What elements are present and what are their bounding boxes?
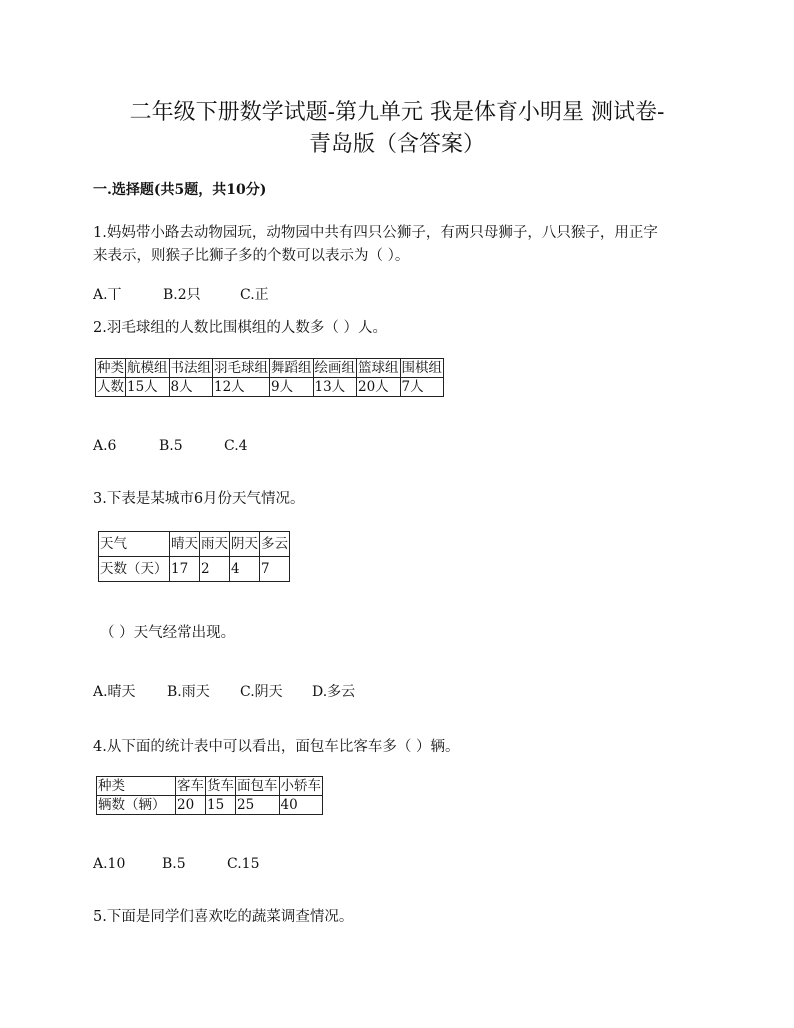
document-title-line1: 二年级下册数学试题-第九单元 我是体育小明星 测试卷- [129, 100, 665, 125]
question-3-text: 3.下表是某城市6月份天气情况。 [93, 491, 305, 507]
table-cell: 40 [279, 796, 323, 815]
table-row [96, 378, 444, 397]
option-d: D.多云 [312, 684, 356, 700]
question-4-table [96, 776, 323, 815]
table-cell: 25 [236, 796, 280, 815]
table-row [96, 359, 444, 378]
option-a: A.丅 [93, 287, 122, 303]
table-cell: 20 [176, 796, 206, 815]
table-cell: 7人 [400, 378, 444, 397]
table-cell: 晴天 [170, 532, 200, 557]
option-c: C.4 [224, 438, 248, 454]
option-b: B.雨天 [167, 684, 210, 700]
table-cell: 羽毛球组 [214, 360, 268, 376]
option-b: B.5 [162, 856, 186, 872]
table-cell: 4 [230, 557, 260, 582]
table-cell: 辆数（辆） [97, 796, 176, 815]
option-c: C.15 [227, 856, 260, 872]
table-cell: 阴天 [230, 532, 260, 557]
question-1-options [93, 284, 269, 304]
question-4-text: 4.从下面的统计表中可以看出，面包车比客车多（ ）辆。 [93, 739, 460, 755]
question-3-prompt: （ ）天气经常出现。 [100, 625, 236, 641]
table-cell: 15人 [126, 378, 170, 397]
question-3-options [93, 681, 355, 701]
table-row [99, 532, 290, 557]
table-cell: 12人 [213, 378, 270, 397]
table-cell: 航模组 [127, 360, 168, 376]
table-cell: 小轿车 [280, 778, 321, 794]
table-cell: 种类 [97, 777, 176, 796]
table-cell: 15 [206, 796, 236, 815]
table-cell: 9人 [270, 378, 314, 397]
option-a: A.晴天 [93, 684, 136, 700]
document-title-line2: 青岛版（含答案） [308, 132, 485, 157]
table-cell: 人数 [97, 379, 124, 395]
question-2-options [93, 438, 248, 454]
table-cell: 天气 [99, 532, 170, 557]
table-cell: 多云 [260, 532, 290, 557]
question-2-table [95, 358, 444, 397]
option-c: C.阴天 [240, 684, 283, 700]
option-c: C.正 [240, 287, 269, 303]
table-cell: 天数（天） [99, 557, 170, 582]
table-cell: 20人 [357, 378, 401, 397]
option-b: B.5 [159, 438, 183, 454]
question-2-text: 2.羽毛球组的人数比围棋组的人数多（ ）人。 [93, 320, 387, 336]
table-row [99, 557, 290, 582]
table-cell: 7 [260, 557, 290, 582]
question-3-table [98, 531, 290, 582]
table-cell: 围棋组 [401, 360, 442, 376]
table-row [97, 777, 323, 796]
option-b: B.2只 [163, 287, 201, 303]
section-heading: 一.选择题(共5题，共10分) [93, 182, 267, 198]
table-cell: 雨天 [200, 532, 230, 557]
option-a: A.6 [93, 438, 117, 454]
option-a: A.10 [93, 856, 126, 872]
table-cell: 客车 [177, 778, 204, 794]
question-5-text: 5.下面是同学们喜欢吃的蔬菜调查情况。 [93, 909, 354, 925]
table-cell: 17 [170, 557, 200, 582]
table-row [97, 796, 323, 815]
table-cell: 绘画组 [314, 360, 355, 376]
table-cell: 2 [200, 557, 230, 582]
table-cell: 货车 [207, 778, 234, 794]
question-4-options [93, 856, 259, 872]
table-cell: 8人 [169, 378, 213, 397]
table-cell: 面包车 [237, 778, 278, 794]
table-cell: 篮球组 [358, 360, 399, 376]
table-cell: 种类 [97, 360, 124, 376]
table-cell: 13人 [313, 378, 357, 397]
table-cell: 书法组 [170, 360, 211, 376]
table-cell: 舞蹈组 [271, 360, 312, 376]
question-1-line1: 1.妈妈带小路去动物园玩，动物园中共有四只公狮子，有两只母狮子，八只猴子，用正字 [93, 225, 658, 241]
question-1-line2: 来表示，则猴子比狮子多的个数可以表示为（ ）。 [93, 248, 410, 264]
